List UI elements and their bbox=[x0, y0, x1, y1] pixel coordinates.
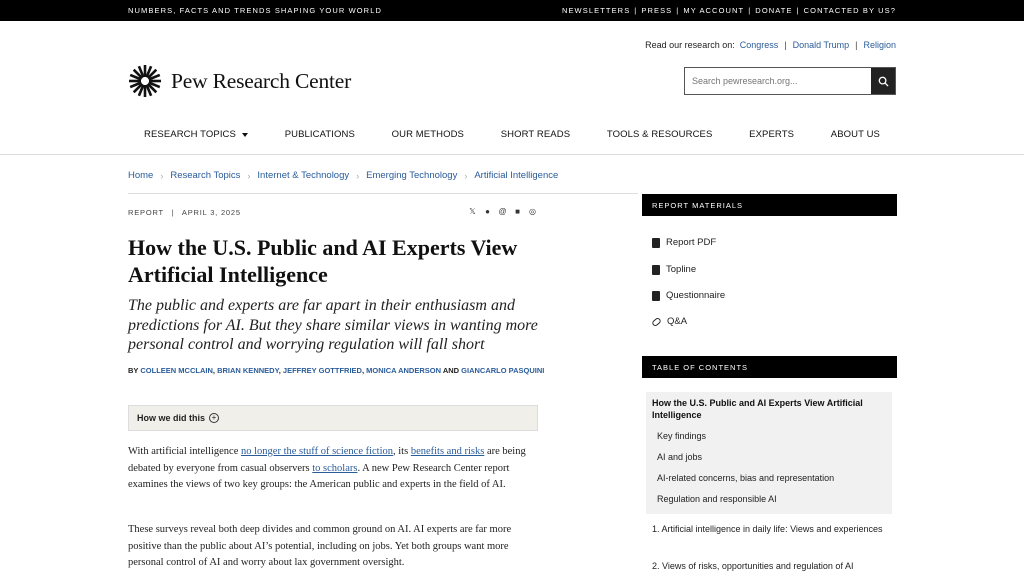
file-icon bbox=[652, 265, 660, 275]
body-text: , its bbox=[393, 446, 411, 457]
inline-link[interactable]: no longer the stuff of science fiction bbox=[241, 446, 394, 457]
how-we-did-this-label: How we did this bbox=[137, 413, 206, 423]
topline-link[interactable] bbox=[652, 264, 696, 275]
nav-our-methods[interactable]: OUR METHODS bbox=[391, 129, 464, 140]
material-label: Topline bbox=[666, 264, 697, 275]
material-label: Questionnaire bbox=[666, 290, 726, 301]
toc-sub-link[interactable]: AI and jobs bbox=[657, 452, 703, 462]
breadcrumb-divider bbox=[128, 193, 638, 194]
body-text: are being debated by everyone from casual observers bbox=[128, 446, 526, 474]
topic-link-congress[interactable]: Congress bbox=[739, 40, 779, 50]
topic-link-religion[interactable]: Religion bbox=[863, 40, 896, 50]
read-research-label: Read our research on: bbox=[645, 40, 735, 50]
main-nav bbox=[128, 129, 896, 140]
nav-experts[interactable]: EXPERTS bbox=[749, 129, 795, 140]
chevron-right-icon: › bbox=[247, 170, 251, 181]
how-we-did-this-toggle[interactable] bbox=[128, 405, 538, 431]
site-tagline: NUMBERS, FACTS AND TRENDS SHAPING YOUR WORLD bbox=[128, 6, 382, 15]
body-text: . A new Pew Research Center report examines the views of two key groups: the American public and experts in the field of AI. bbox=[128, 462, 510, 490]
site-logo[interactable] bbox=[128, 64, 351, 98]
top-utility-bar bbox=[0, 0, 1024, 21]
contacted-by-us-link[interactable]: CONTACTED BY US? bbox=[803, 6, 896, 15]
breadcrumb-internet-technology[interactable]: Internet & Technology bbox=[257, 170, 350, 181]
article-dek: The public and experts are far apart in their enthusiasm and predictions for AI. But they share similar views in wanting more personal control and worrying regulation will fall short bbox=[128, 297, 538, 353]
toc-sub-link[interactable]: Regulation and responsible AI bbox=[657, 494, 777, 504]
search-icon bbox=[878, 76, 889, 87]
breadcrumb-home[interactable]: Home bbox=[128, 170, 154, 181]
whatsapp-share-icon[interactable]: ◎ bbox=[529, 207, 536, 216]
chevron-right-icon: › bbox=[356, 170, 360, 181]
breadcrumb-emerging-technology[interactable]: Emerging Technology bbox=[366, 170, 458, 181]
inline-link[interactable]: benefits and risks bbox=[410, 446, 485, 457]
body-text: With artificial intelligence bbox=[128, 446, 241, 457]
donate-link[interactable]: DONATE bbox=[755, 6, 793, 15]
search-input[interactable] bbox=[685, 68, 871, 94]
author-link[interactable]: BRIAN KENNEDY bbox=[217, 366, 279, 375]
body-paragraph-1 bbox=[128, 444, 538, 494]
nav-divider bbox=[0, 154, 1024, 155]
material-label: Q&A bbox=[667, 316, 688, 327]
share-icons bbox=[468, 207, 537, 216]
article-date: APRIL 3, 2025 bbox=[181, 208, 241, 217]
byline: BY COLLEEN MCCLAIN, BRIAN KENNEDY, JEFFREY GOTTFRIED, MONICA ANDERSON AND GIANCARLO PASQUINI bbox=[128, 366, 545, 375]
site-search bbox=[684, 67, 896, 95]
pew-sunburst-icon bbox=[128, 64, 162, 98]
toc-sub-link[interactable]: AI-related concerns, bias and representation bbox=[657, 473, 835, 483]
x-share-icon[interactable]: 𝕏 bbox=[469, 207, 476, 216]
read-research-bar: Read our research on: Congress | Donald Trump | Religion bbox=[645, 40, 896, 50]
nav-publications[interactable]: PUBLICATIONS bbox=[284, 129, 355, 140]
utility-links: NEWSLETTERS | PRESS | MY ACCOUNT | DONATE | CONTACTED BY US? bbox=[561, 6, 896, 15]
toc-current-section bbox=[646, 392, 892, 514]
toc-current-link[interactable]: How the U.S. Public and AI Experts View Artificial Intelligence bbox=[652, 398, 863, 420]
newsletters-link[interactable]: NEWSLETTERS bbox=[561, 6, 631, 15]
file-icon bbox=[652, 238, 660, 248]
byline-prefix: BY bbox=[128, 366, 139, 375]
link-icon bbox=[651, 316, 662, 326]
chevron-right-icon: › bbox=[464, 170, 468, 181]
chevron-right-icon: › bbox=[160, 170, 164, 181]
article-type: REPORT bbox=[128, 208, 164, 217]
breadcrumb-artificial-intelligence[interactable]: Artificial Intelligence bbox=[474, 170, 559, 181]
table-of-contents-header: TABLE OF CONTENTS bbox=[642, 356, 897, 378]
body-paragraph-2: These surveys reveal both deep divides and common ground on AI. AI experts are far more positive than the public about AI’s potential, including on jobs. Yet both groups want more personal control of AI and worry about lax government oversight. bbox=[128, 524, 512, 568]
qa-link[interactable] bbox=[652, 316, 687, 327]
breadcrumb bbox=[128, 170, 558, 181]
linkedin-share-icon[interactable]: ■ bbox=[515, 207, 520, 216]
report-materials-header: REPORT MATERIALS bbox=[642, 194, 897, 216]
site-name: Pew Research Center bbox=[171, 68, 352, 93]
author-link[interactable]: COLLEEN MCCLAIN bbox=[140, 366, 213, 375]
clipboard-icon bbox=[652, 291, 660, 301]
threads-share-icon[interactable]: @ bbox=[498, 207, 507, 216]
report-pdf-link[interactable] bbox=[652, 237, 716, 248]
nav-tools-resources[interactable]: TOOLS & RESOURCES bbox=[606, 129, 713, 140]
caret-down-icon bbox=[242, 133, 248, 137]
author-link[interactable]: GIANCARLO PASQUINI bbox=[461, 366, 545, 375]
nav-about-us[interactable]: ABOUT US bbox=[830, 129, 880, 140]
plus-circle-icon: + bbox=[209, 413, 219, 423]
toc-sub-link[interactable]: Key findings bbox=[657, 431, 707, 441]
inline-link[interactable]: to scholars bbox=[312, 462, 358, 474]
nav-research-topics-label: RESEARCH TOPICS bbox=[144, 129, 236, 140]
topic-link-donald-trump[interactable]: Donald Trump bbox=[792, 40, 850, 50]
nav-research-topics[interactable] bbox=[144, 129, 248, 140]
breadcrumb-research-topics[interactable]: Research Topics bbox=[170, 170, 241, 181]
toc-chapter-link[interactable]: 1. Artificial intelligence in daily life: Views and experiences bbox=[652, 524, 883, 534]
my-account-link[interactable]: MY ACCOUNT bbox=[683, 6, 745, 15]
byline-and: AND bbox=[442, 366, 460, 375]
facebook-share-icon[interactable]: ● bbox=[485, 207, 490, 216]
toc-chapter-link[interactable]: 2. Views of risks, opportunities and regulation of AI bbox=[652, 561, 854, 571]
author-link[interactable]: JEFFREY GOTTFRIED bbox=[282, 366, 362, 375]
search-button[interactable] bbox=[871, 68, 895, 94]
questionnaire-link[interactable] bbox=[652, 290, 725, 301]
nav-short-reads[interactable]: SHORT READS bbox=[500, 129, 571, 140]
press-link[interactable]: PRESS bbox=[641, 6, 673, 15]
article-title: How the U.S. Public and AI Experts View Artificial Intelligence bbox=[128, 235, 518, 287]
article-meta: REPORT | APRIL 3, 2025 bbox=[128, 208, 241, 217]
author-link[interactable]: MONICA ANDERSON bbox=[366, 366, 442, 375]
material-label: Report PDF bbox=[666, 237, 717, 248]
